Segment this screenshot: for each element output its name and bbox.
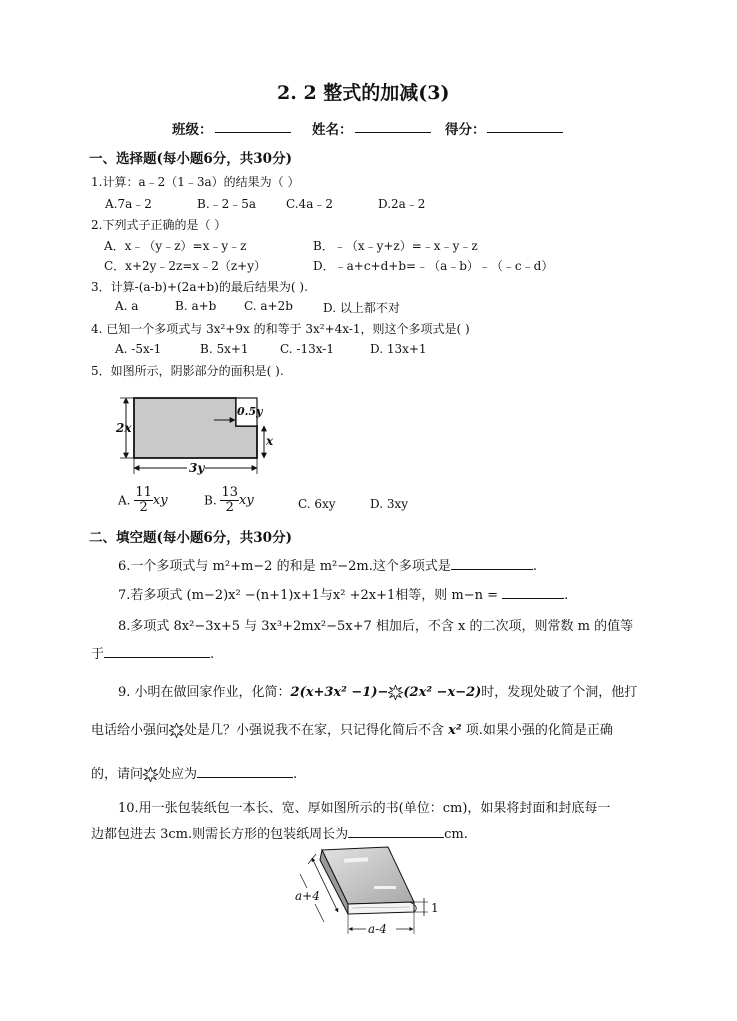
q1-stem: 1.计算：a﹣2（1﹣3a）的结果为（ ） — [91, 175, 300, 189]
q4-option-b: B. 5x+1 — [200, 342, 249, 356]
q8-line2 — [91, 643, 214, 662]
q5-option-b-fraction — [220, 486, 239, 515]
book-figure — [290, 842, 450, 942]
q1-option-b: B.﹣2﹣5a — [197, 197, 257, 211]
q5-option-b-var: xy — [239, 493, 254, 508]
q9-text2c: 项.如果小强的化简是正确 — [465, 723, 613, 738]
q6-text: 6.一个多项式与 m²+m−2 的和是 m²−2m.这个多项式是 — [118, 559, 451, 574]
q9-line1 — [118, 681, 637, 700]
q1-option-a: A.7a﹣2 — [105, 197, 152, 211]
q5-stem: 5．如图所示，阴影部分的面积是( ). — [91, 364, 284, 378]
q9-text1b: 时，发现处破了个洞，他打 — [481, 685, 638, 700]
q4-option-d: D. 13x+1 — [370, 342, 427, 356]
label-a-minus-4: a-4 — [368, 922, 387, 936]
q5-option-b — [204, 486, 254, 515]
q9-blank[interactable] — [197, 763, 293, 778]
q1-option-d: D.2a﹣2 — [378, 197, 426, 211]
q9-text3b: 处应为 — [158, 767, 198, 782]
q5-option-b-numerator: 13 — [221, 485, 239, 500]
q6-line — [118, 555, 537, 574]
q4-stem: 4. 已知一个多项式与 3x²+9x 的和等于 3x²+4x-1，则这个多项式是( ) — [91, 322, 470, 336]
label-x: x — [266, 434, 274, 448]
q5-option-a-numerator: 11 — [135, 485, 152, 500]
section2-heading: 二、填空题(每小题6分，共30分) — [89, 530, 292, 546]
q9-text2b: 处是几？小强说我不在家，只记得化简后不含 — [184, 723, 445, 738]
q3-stem: 3．计算-(a-b)+(2a+b)的最后结果为( ). — [91, 280, 308, 294]
q5-option-a-var: xy — [152, 493, 168, 508]
score-blank[interactable] — [487, 118, 563, 133]
q8-text2: 于 — [91, 647, 105, 662]
q10-line2 — [91, 823, 468, 842]
q3-option-b: B. a+b — [175, 299, 217, 313]
name-label: 姓名： — [312, 122, 353, 138]
q2-option-a: A．x﹣（y﹣z）=x﹣y﹣z — [104, 239, 247, 253]
q2-option-b: B．﹣（x﹣y+z）=﹣x﹣y﹣z — [313, 239, 478, 253]
q9-end: . — [293, 767, 298, 782]
label-a-plus-4: a+4 — [295, 889, 320, 903]
q8-blank[interactable] — [104, 643, 210, 658]
q9-text2a: 电话给小强问 — [91, 723, 170, 738]
class-blank[interactable] — [215, 118, 291, 133]
hole-burst-icon — [388, 685, 403, 700]
q10-text2: 边都包进去 3cm.则需长方形的包装纸周长为 — [91, 827, 349, 842]
label-05y: 0.5y — [237, 405, 263, 418]
label-3y: 3y — [189, 461, 205, 475]
q9-text3a: 的，请问 — [91, 767, 144, 782]
q7-text: 7.若多项式 (m−2)x² −(n+1)x+1与x² +2x+1相等，则 m−n = — [118, 588, 498, 603]
label-1: 1 — [431, 901, 439, 915]
q4-option-c: C. -13x-1 — [280, 342, 334, 356]
label-2x: 2x — [116, 421, 132, 435]
score-label: 得分： — [445, 122, 486, 138]
q9-line3 — [91, 763, 297, 782]
q5-option-b-prefix: B. — [204, 493, 217, 508]
page-title: 2. 2 整式的加减(3) — [277, 82, 450, 104]
class-label: 班级： — [172, 122, 213, 138]
q5-option-d: D. 3xy — [370, 497, 409, 511]
q4-option-a: A. -5x-1 — [115, 342, 162, 356]
q9-x2: x² — [448, 723, 462, 738]
q1-option-c: C.4a﹣2 — [286, 197, 333, 211]
q9-expr2: (2x² −x−2) — [403, 685, 482, 700]
q9-text1a: 9. 小明在做回家作业，化简： — [118, 685, 291, 700]
q6-end: . — [532, 559, 538, 574]
q5-option-a-prefix: A. — [118, 493, 131, 508]
q5-option-c: C. 6xy — [298, 497, 336, 511]
q5-option-a-denominator: 2 — [139, 500, 148, 515]
q6-blank[interactable] — [451, 555, 533, 570]
q10-blank[interactable] — [348, 823, 444, 838]
q9-expr1: 2(x+3x² −1)− — [290, 685, 389, 700]
hole-burst-icon — [169, 723, 184, 738]
q9-line2 — [91, 719, 613, 738]
q8-line1: 8.多项式 8x²−3x+5 与 3x³+2mx²−5x+7 相加后，不含 x 的二次项，则常数 m 的值等 — [118, 619, 634, 634]
q7-line — [118, 584, 568, 603]
q2-stem: 2.下列式子正确的是（ ） — [91, 218, 227, 232]
q5-figure — [114, 390, 274, 476]
name-blank[interactable] — [355, 118, 431, 133]
q7-blank[interactable] — [502, 584, 564, 599]
q5-option-b-denominator: 2 — [225, 500, 234, 515]
q8-end: . — [210, 647, 215, 662]
q10-line1: 10.用一张包装纸包一本长、宽、厚如图所示的书(单位：cm)，如果将封面和封底每一 — [118, 801, 611, 816]
q3-option-d: D. 以上都不对 — [323, 301, 400, 315]
q5-option-a — [118, 486, 168, 515]
q10-end: cm. — [444, 827, 468, 842]
hole-burst-icon — [143, 767, 158, 782]
q3-option-a: A. a — [115, 299, 139, 313]
q7-end: . — [564, 588, 569, 603]
q2-option-d: D．﹣a+c+d+b=﹣（a﹣b）﹣（﹣c﹣d） — [313, 259, 554, 273]
q5-option-a-fraction — [134, 486, 153, 515]
q3-option-c: C. a+2b — [244, 299, 293, 313]
q2-option-c: C．x+2y﹣2z=x﹣2（z+y） — [104, 259, 266, 273]
section1-heading: 一、选择题(每小题6分，共30分) — [89, 151, 292, 167]
